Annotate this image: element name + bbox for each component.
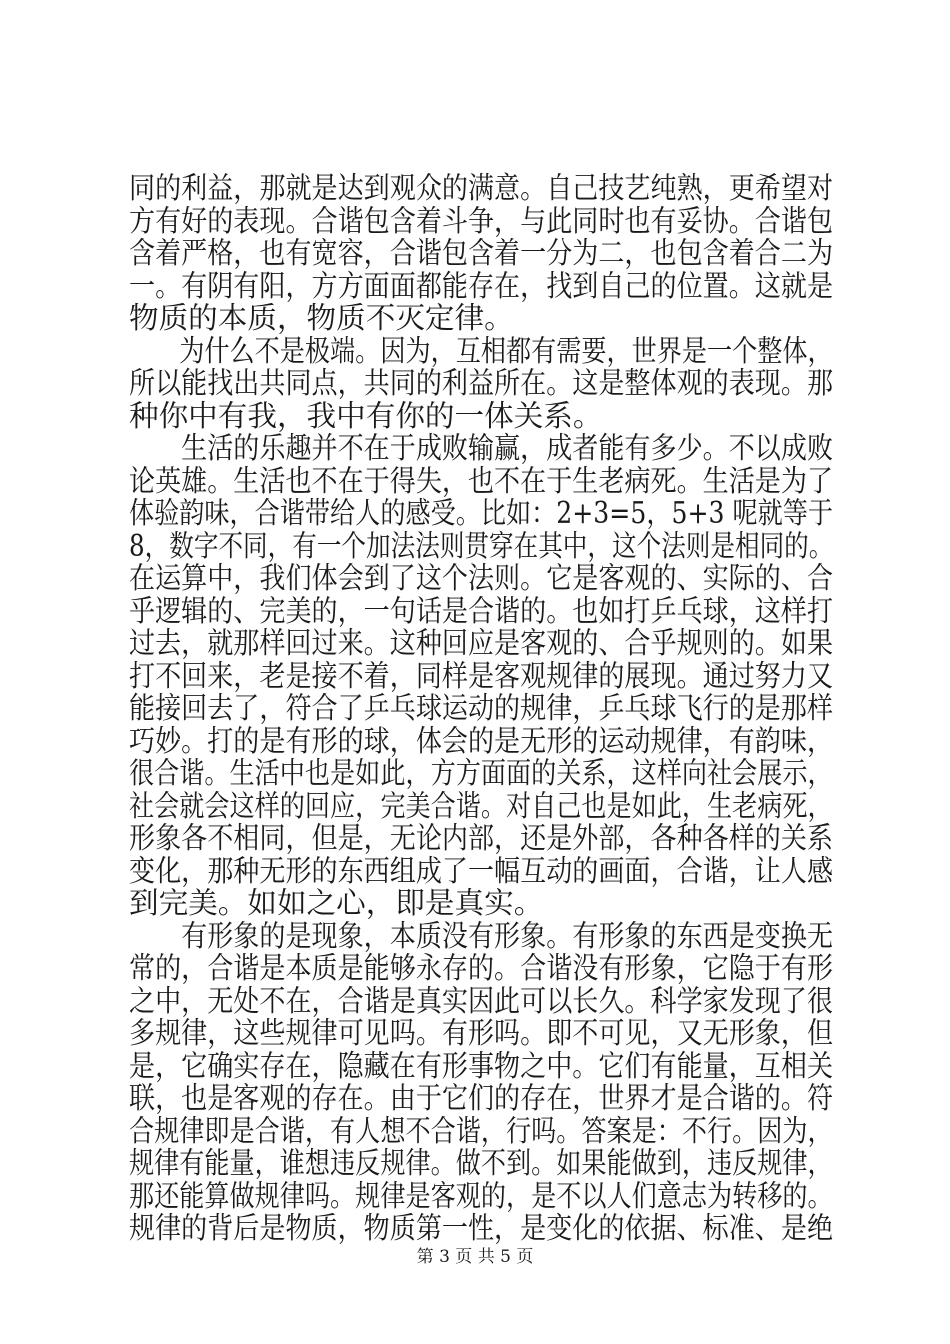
- text-line: 过去，就那样回过来。这种回应是客观的、合乎规则的。如果: [129, 626, 834, 660]
- body-text: [129, 172, 833, 1245]
- text-line: 同的利益，那就是达到观众的满意。自己技艺纯熟，更希望对: [129, 171, 834, 205]
- text-line: 种你中有我，我中有你的一体关系。: [129, 398, 603, 433]
- text-line: 很合谐。生活中也是如此，方方面面的关系，这样向社会展示，: [129, 756, 833, 790]
- text-line: 形象各不相同，但是，无论内部，还是外部，各种各样的关系: [129, 821, 834, 855]
- text-line: 那还能算做规律吗。规律是客观的，是不以人们意志为转移的。: [129, 1178, 833, 1213]
- text-line: 多规律，这些规律可见吗。有形吗。即不可见，又无形象，但: [129, 1016, 834, 1050]
- text-line: 变化，那种无形的东西组成了一幅互动的画面，合谐，让人感: [129, 853, 834, 888]
- text-line: 为什么不是极端。因为，互相都有需要，世界是一个整体，: [129, 333, 833, 368]
- text-line: 常的，合谐是本质是能够永存的。合谐没有形象，它隐于有形: [129, 951, 834, 985]
- text-line: 8，数字不同，有一个加法法则贯穿在其中，这个法则是相同的。: [129, 528, 834, 563]
- page-footer: 第 3 页 共 5 页: [416, 1247, 534, 1267]
- text-line: 在运算中，我们体会到了这个法则。它是客观的、实际的、合: [129, 561, 834, 595]
- text-line: 有形象的是现象，本质没有形象。有形象的东西是变换无: [129, 918, 834, 953]
- text-line: 规律的背后是物质，物质第一性，是变化的依据、标准、是绝: [129, 1211, 834, 1245]
- text-line: 打不回来，老是接不着，同样是客观规律的展现。通过努力又: [129, 658, 834, 693]
- text-line: 能接回去了，符合了乒乓球运动的规律，乒乓球飞行的是那样: [129, 691, 834, 725]
- text-line: 物质的本质，物质不灭定律。: [129, 301, 514, 335]
- text-line: 所以能找出共同点，共同的利益所在。这是整体观的表现。那: [129, 366, 834, 400]
- text-line: 规律有能量，谁想违反规律。做不到。如果能做到，违反规律，: [129, 1146, 833, 1180]
- text-line: 含着严格，也有宽容，合谐包含着一分为二，也包含着合二为: [129, 236, 834, 270]
- text-line: 社会就会这样的回应，完美合谐。对自己也是如此，生老病死，: [129, 788, 833, 823]
- text-line: 论英雄。生活也不在于得失，也不在于生老病死。生活是为了: [129, 463, 834, 498]
- text-line: 生活的乐趣并不在于成败输赢，成者能有多少。不以成败: [129, 431, 834, 465]
- text-line: 之中，无处不在，合谐是真实因此可以长久。科学家发现了很: [129, 983, 834, 1018]
- text-line: 是，它确实存在，隐藏在有形事物之中。它们有能量，互相关: [129, 1048, 834, 1083]
- text-line: 一。有阴有阳，方方面面都能存在，找到自己的位置。这就是: [129, 268, 834, 303]
- text-line: 巧妙。打的是有形的球，体会的是无形的运动规律，有韵味，: [129, 723, 834, 758]
- text-line: 到完美。如如之心，即是真实。: [129, 886, 544, 920]
- text-line: 方有好的表现。合谐包含着斗争，与此同时也有妥协。合谐包: [129, 203, 834, 238]
- text-line: 合规律即是合谐，有人想不合谐，行吗。答案是：不行。因为，: [129, 1113, 833, 1148]
- text-line: 联，也是客观的存在。由于它们的存在，世界才是合谐的。符: [129, 1081, 834, 1115]
- text-line: 体验韵味，合谐带给人的感受。比如：2+3=5，5+3 呢就等于: [129, 496, 833, 530]
- text-line: 乎逻辑的、完美的，一句话是合谐的。也如打乒乓球，这样打: [129, 593, 834, 628]
